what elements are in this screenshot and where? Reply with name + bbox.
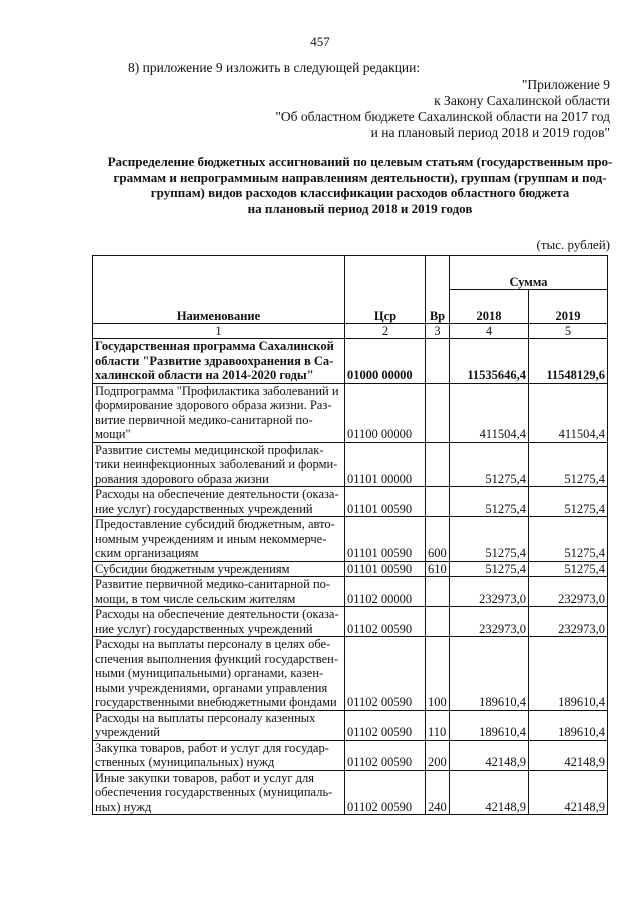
row-name-line: ными учреждениями, органами управления	[95, 680, 328, 695]
row-name-line: ственных (муниципальных) нужд	[95, 755, 275, 769]
table-row	[93, 517, 608, 562]
row-vr: 600	[426, 517, 450, 562]
row-name	[93, 442, 345, 487]
row-name-line: Государственная программа Сахалинской	[95, 339, 334, 353]
header-name: Наименование	[93, 256, 345, 324]
row-amount-2019: 51275,4	[529, 442, 608, 487]
row-amount-2019: 411504,4	[529, 383, 608, 442]
row-amount-2018: 42148,9	[450, 770, 529, 815]
column-number: 1	[93, 324, 345, 339]
row-csr: 01101 00590	[345, 517, 426, 562]
header-year-2018: 2018	[450, 290, 529, 324]
row-name-line: номным учреждениям и иным некоммерче-	[95, 531, 327, 546]
appendix-line: к Закону Сахалинской области	[434, 93, 610, 108]
row-amount-2018: 51275,4	[450, 487, 529, 517]
row-csr: 01101 00000	[345, 442, 426, 487]
table-row	[93, 740, 608, 770]
row-amount-2018: 51275,4	[450, 442, 529, 487]
row-name-line: витие первичной медико-санитарной по-	[95, 412, 313, 427]
row-csr: 01102 00590	[345, 740, 426, 770]
row-csr: 01102 00590	[345, 607, 426, 637]
header-vr: Вр	[426, 256, 450, 324]
row-amount-2019: 11548129,6	[529, 339, 608, 384]
row-name-line: Расходы на выплаты персоналу казенных	[95, 710, 316, 725]
row-name-line: Расходы на обеспечение деятельности (оказа-	[95, 487, 339, 501]
row-amount-2018: 232973,0	[450, 607, 529, 637]
table-row	[93, 561, 608, 577]
row-vr: 100	[426, 637, 450, 711]
row-name-line: мощи"	[95, 427, 131, 441]
row-name	[93, 561, 345, 577]
column-number: 4	[450, 324, 529, 339]
row-amount-2019: 42148,9	[529, 740, 608, 770]
row-name-line: халинской области на 2014-2020 годы"	[95, 368, 314, 382]
row-name-line: государственными внебюджетными фондами	[95, 695, 337, 709]
table-row	[93, 637, 608, 711]
row-amount-2019: 42148,9	[529, 770, 608, 815]
row-name	[93, 517, 345, 562]
appendix-header	[275, 77, 610, 141]
row-name	[93, 770, 345, 815]
document-title	[90, 154, 630, 216]
row-name-line: Расходы на выплаты персоналу в целях обе-	[95, 637, 331, 651]
row-amount-2018: 189610,4	[450, 710, 529, 740]
row-name-line: спечения выполнения функций государствен-	[95, 651, 338, 666]
title-line: группам) видов расходов классификации расходов областного бюджета	[150, 185, 570, 200]
row-amount-2018: 51275,4	[450, 517, 529, 562]
row-amount-2018: 51275,4	[450, 561, 529, 577]
row-name-line: учреждений	[95, 725, 160, 739]
table-row	[93, 442, 608, 487]
row-name	[93, 637, 345, 711]
title-line: на плановый период 2018 и 2019 годов	[247, 200, 473, 216]
row-amount-2018: 11535646,4	[450, 339, 529, 384]
row-name	[93, 577, 345, 607]
row-vr	[426, 442, 450, 487]
table-row	[93, 607, 608, 637]
row-vr	[426, 607, 450, 637]
row-vr: 610	[426, 561, 450, 577]
row-amount-2018: 189610,4	[450, 637, 529, 711]
row-amount-2019: 189610,4	[529, 637, 608, 711]
table-row	[93, 487, 608, 517]
column-number: 5	[529, 324, 608, 339]
title-line: Распределение бюджетных ассигнований по целевым статьям (государственным про-	[107, 154, 613, 169]
column-number: 2	[345, 324, 426, 339]
row-amount-2019: 51275,4	[529, 487, 608, 517]
table-row	[93, 770, 608, 815]
row-csr: 01102 00590	[345, 770, 426, 815]
row-name-line: области "Развитие здравоохранения в Са-	[95, 353, 334, 368]
row-name-line: ние услуг) государственных учреждений	[95, 621, 313, 636]
row-name-line: Развитие системы медицинской профилак-	[95, 442, 324, 457]
page-number: 457	[310, 34, 330, 49]
row-amount-2019: 189610,4	[529, 710, 608, 740]
row-amount-2019: 232973,0	[529, 607, 608, 637]
table-row	[93, 383, 608, 442]
appendix-line: "Приложение 9	[521, 77, 610, 92]
row-name-line: формирование здорового образа жизни. Раз-	[95, 398, 332, 412]
table-row	[93, 710, 608, 740]
row-name-line: Субсидии бюджетным учреждениям	[95, 561, 290, 576]
budget-table	[92, 255, 608, 815]
row-csr: 01102 00590	[345, 637, 426, 711]
row-csr: 01000 00000	[345, 339, 426, 384]
row-amount-2019: 51275,4	[529, 517, 608, 562]
row-name	[93, 339, 345, 384]
header-year-2019: 2019	[529, 290, 608, 324]
row-name-line: Иные закупки товаров, работ и услуг для	[95, 770, 315, 785]
intro-text: 8) приложение 9 изложить в следующей редакции:	[128, 60, 421, 75]
header-csr: Цср	[345, 256, 426, 324]
row-name-line: ными (муниципальными) органами, казен-	[95, 666, 324, 680]
row-csr: 01100 00000	[345, 383, 426, 442]
row-vr: 240	[426, 770, 450, 815]
row-name-line: ние услуг) государственных учреждений	[95, 501, 313, 516]
row-vr	[426, 383, 450, 442]
row-vr	[426, 577, 450, 607]
row-amount-2019: 232973,0	[529, 577, 608, 607]
row-name	[93, 383, 345, 442]
row-name-line: ных) нужд	[95, 799, 152, 814]
row-name-line: Развитие первичной медико-санитарной по-	[95, 577, 331, 591]
title-line: граммам и непрограммным направлениям деятельности), группам (группам и под-	[113, 169, 607, 185]
row-amount-2019: 51275,4	[529, 561, 608, 577]
row-csr: 01102 00590	[345, 710, 426, 740]
row-name-line: обеспечения государственных (муниципаль-	[95, 785, 333, 799]
row-name-line: ским организациям	[95, 546, 199, 560]
row-amount-2018: 42148,9	[450, 740, 529, 770]
row-name-line: тики неинфекционных заболеваний и форми-	[95, 457, 338, 471]
units-label: (тыс. рублей)	[536, 237, 610, 252]
row-name	[93, 487, 345, 517]
table-row	[93, 339, 608, 384]
row-name-line: Расходы на обеспечение деятельности (оказа-	[95, 607, 339, 621]
row-vr	[426, 339, 450, 384]
row-vr	[426, 487, 450, 517]
column-number-row	[93, 324, 608, 339]
row-name-line: Предоставление субсидий бюджетным, авто-	[95, 517, 335, 531]
row-name	[93, 710, 345, 740]
row-csr: 01101 00590	[345, 487, 426, 517]
row-name	[93, 740, 345, 770]
column-number: 3	[426, 324, 450, 339]
header-sum: Сумма	[450, 256, 608, 290]
row-name-line: Подпрограмма "Профилактика заболеваний и	[95, 383, 339, 398]
row-name	[93, 607, 345, 637]
row-csr: 01101 00590	[345, 561, 426, 577]
row-amount-2018: 411504,4	[450, 383, 529, 442]
row-name-line: рования здорового образа жизни	[95, 471, 269, 486]
row-amount-2018: 232973,0	[450, 577, 529, 607]
table-row	[93, 577, 608, 607]
header-row-top	[93, 256, 608, 290]
row-name-line: мощи, в том числе сельским жителям	[95, 591, 296, 606]
appendix-line: "Об областном бюджете Сахалинской области на 2017 год	[275, 109, 610, 124]
row-name-line: Закупка товаров, работ и услуг для государ-	[95, 740, 329, 755]
appendix-line: и на плановый период 2018 и 2019 годов"	[370, 125, 610, 140]
row-vr: 110	[426, 710, 450, 740]
row-csr: 01102 00000	[345, 577, 426, 607]
row-vr: 200	[426, 740, 450, 770]
